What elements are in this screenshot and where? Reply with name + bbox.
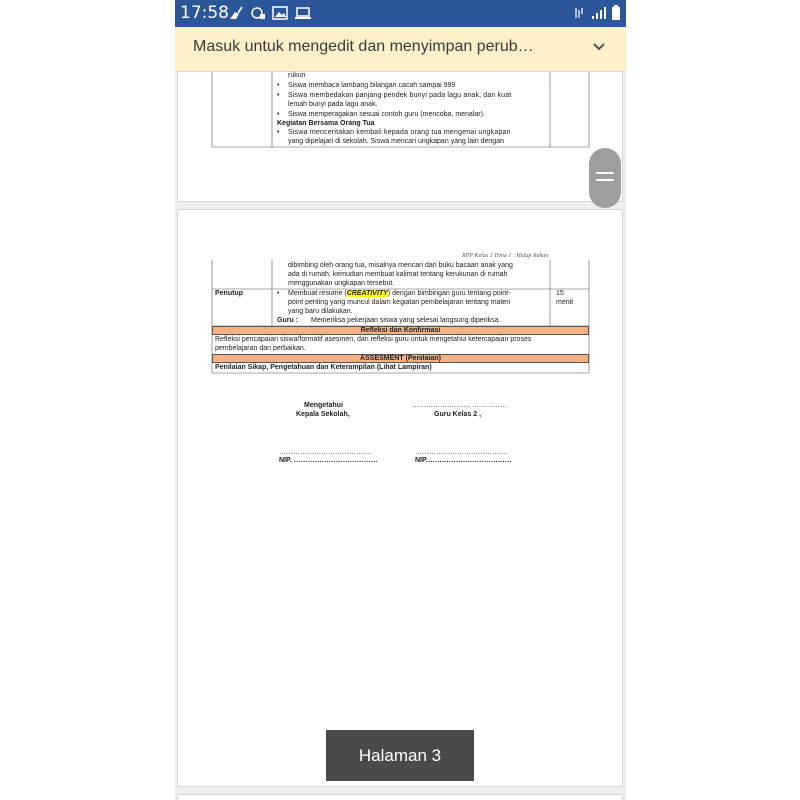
- penutup-text-a: Membuat resume (: [288, 290, 347, 297]
- battery-icon: [612, 5, 620, 20]
- handle-grip-line: [596, 179, 614, 181]
- nip-right: NIP.………………………………: [415, 457, 512, 464]
- refleksi-line: pembelajaran dan perbaikan.: [215, 345, 306, 352]
- sign-in-banner[interactable]: [175, 27, 626, 71]
- doc-line: Siswa membedakan panjang pendek bunyi pada lagu anak, dan kuat: [288, 92, 512, 99]
- sign-dots-left: ………………………………….: [279, 449, 372, 456]
- penutup-text-b: ) dengan bimbingan guru tentang point-: [387, 290, 511, 297]
- bullet: •: [277, 290, 280, 297]
- notification-icons: [228, 5, 312, 21]
- wifi-call-icon: [250, 5, 266, 21]
- chevron-down-icon[interactable]: [592, 40, 606, 54]
- doc-line: point penting yang muncul dalam kegiatan pembelajaran tentang materi: [288, 299, 511, 306]
- doc-line: yang dipelajari di sekolah. Siswa mencari ungkapan yang lain dengan: [288, 138, 504, 145]
- cleaning-icon: [228, 5, 244, 21]
- time-unit: menit: [556, 299, 574, 306]
- doc-line: ada di rumah, kemudian membuat kalimat tentang kerukunan di rumah: [288, 271, 508, 278]
- doc-line: rukun: [288, 72, 306, 79]
- penutup-label: Penutup: [215, 290, 243, 297]
- sign-place-date: ……………………, ……………: [412, 402, 507, 409]
- time-value: 15: [556, 290, 564, 297]
- network-type-icon: [574, 6, 586, 20]
- signal-icon: [591, 6, 607, 20]
- document-page-4: [177, 794, 623, 800]
- status-time: 17:58: [180, 3, 229, 23]
- running-header: RPP Kelas 1 Tema 1 : Hidup Rukun: [462, 253, 549, 259]
- document-page-3: [177, 209, 623, 787]
- bullet: •: [277, 82, 280, 89]
- image-icon: [272, 5, 288, 21]
- nip-left: NIP. ………………………………: [279, 457, 378, 464]
- penilaian-text: Penilaian Sikap, Pengetahuan dan Keterampilan (Lihat Lampiran): [215, 364, 432, 371]
- sign-dots-right: ………………………………….: [415, 449, 508, 456]
- doc-line: Siswa memperagakan sesuai contoh guru (mencoba, menalar).: [288, 111, 485, 118]
- laptop-icon: [294, 5, 312, 21]
- status-bar: [175, 0, 626, 27]
- sign-in-message[interactable]: Masuk untuk mengedit dan menyimpan perub…: [193, 38, 534, 55]
- sign-guru-kelas: Guru Kelas 2 ,: [434, 411, 482, 418]
- doc-line: menggunakan ungkapan tersebut.: [288, 280, 395, 287]
- doc-line: Siswa menceritakan kembali kepada orang tua mengenai ungkapan: [288, 129, 511, 136]
- guru-text: Memeriksa pekerjaan siswa yang selesai langsung diperiksa.: [311, 317, 501, 324]
- doc-line: dibimbing oleh orang tua, misalnya mencari dari buku bacaan anak yang: [288, 262, 513, 269]
- bullet: •: [277, 111, 280, 118]
- system-icons: [574, 5, 620, 20]
- handle-grip-line: [596, 172, 614, 174]
- phone-screen: [175, 0, 626, 800]
- sign-kepala-sekolah: Kepala Sekolah,: [296, 411, 350, 418]
- page-indicator-toast: Halaman 3: [326, 730, 474, 781]
- refleksi-line: Refleksi pencapaian siswa/formatif asesmen, dan refleksi guru untuk mengetahui ketercapaian proses: [215, 336, 532, 343]
- guru-label: Guru :: [277, 317, 298, 324]
- doc-line: lemah bunyi pada lagu anak.: [288, 101, 378, 108]
- doc-line: Siswa membaca lambang bilangan cacah sampai 999: [288, 82, 456, 89]
- refleksi-header: Refleksi dan Konfirmasi: [212, 326, 589, 335]
- penutup-line: [288, 290, 510, 298]
- bullet: •: [277, 129, 280, 136]
- doc-line: yang baru dilakukan.: [288, 308, 353, 315]
- bullet: •: [277, 92, 280, 99]
- scroll-handle[interactable]: [589, 148, 621, 208]
- creativity-highlight: CREATIVITY: [346, 290, 388, 297]
- assesment-header: ASSESMENT (Penilaian): [212, 354, 589, 363]
- sign-mengetahui: Mengetahui: [304, 402, 343, 409]
- document-page-2: [177, 71, 623, 202]
- doc-subheading: Kegiatan Bersama Orang Tua: [277, 120, 375, 127]
